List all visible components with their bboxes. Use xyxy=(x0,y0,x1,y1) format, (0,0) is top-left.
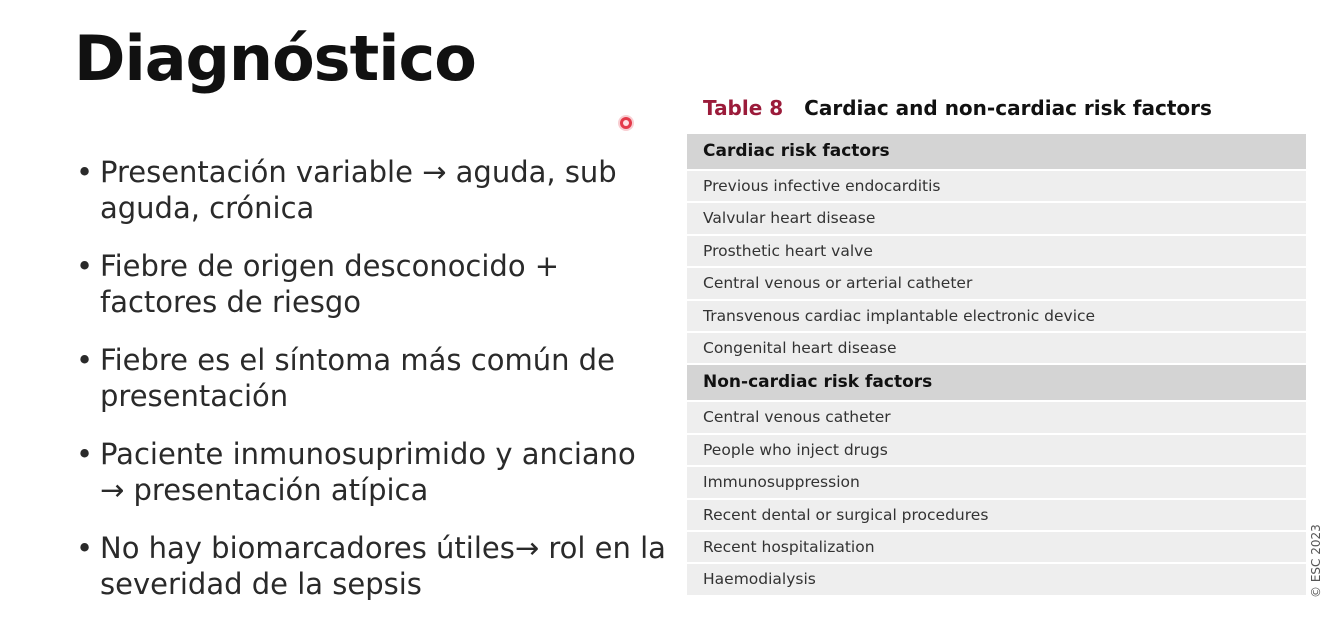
bullet-item: • Presentación variable → aguda, sub aguda, crónica xyxy=(76,154,666,226)
table-row: Recent hospitalization xyxy=(687,532,1306,562)
table-row: Recent dental or surgical procedures xyxy=(687,500,1306,530)
bullet-list xyxy=(76,154,666,624)
table-row: Immunosuppression xyxy=(687,467,1306,497)
table-row: Previous infective endocarditis xyxy=(687,171,1306,201)
section-header-non-cardiac: Non-cardiac risk factors xyxy=(687,365,1306,400)
bullet-item: • Fiebre es el síntoma más común de presentación xyxy=(76,342,666,414)
table-row: Central venous catheter xyxy=(687,402,1306,432)
table-number: Table 8 xyxy=(703,96,784,120)
risk-factors-table xyxy=(687,134,1306,597)
table-row: Haemodialysis xyxy=(687,564,1306,594)
slide-title: Diagnóstico xyxy=(74,22,476,95)
table-row: Prosthetic heart valve xyxy=(687,236,1306,266)
table-caption: Cardiac and non-cardiac risk factors xyxy=(804,96,1212,120)
table-row: Congenital heart disease xyxy=(687,333,1306,363)
bullet-item: • No hay biomarcadores útiles→ rol en la severidad de la sepsis xyxy=(76,530,666,602)
copyright-notice: © ESC 2023 xyxy=(1309,524,1323,598)
table-row: Valvular heart disease xyxy=(687,203,1306,233)
laser-pointer-icon xyxy=(620,117,632,129)
bullet-item: • Fiebre de origen desconocido + factores de riesgo xyxy=(76,248,666,320)
table-row: People who inject drugs xyxy=(687,435,1306,465)
table-heading xyxy=(703,96,1212,120)
table-row: Transvenous cardiac implantable electronic device xyxy=(687,301,1306,331)
section-header-cardiac: Cardiac risk factors xyxy=(687,134,1306,169)
table-row: Central venous or arterial catheter xyxy=(687,268,1306,298)
bullet-item: • Paciente inmunosuprimido y anciano → presentación atípica xyxy=(76,436,666,508)
